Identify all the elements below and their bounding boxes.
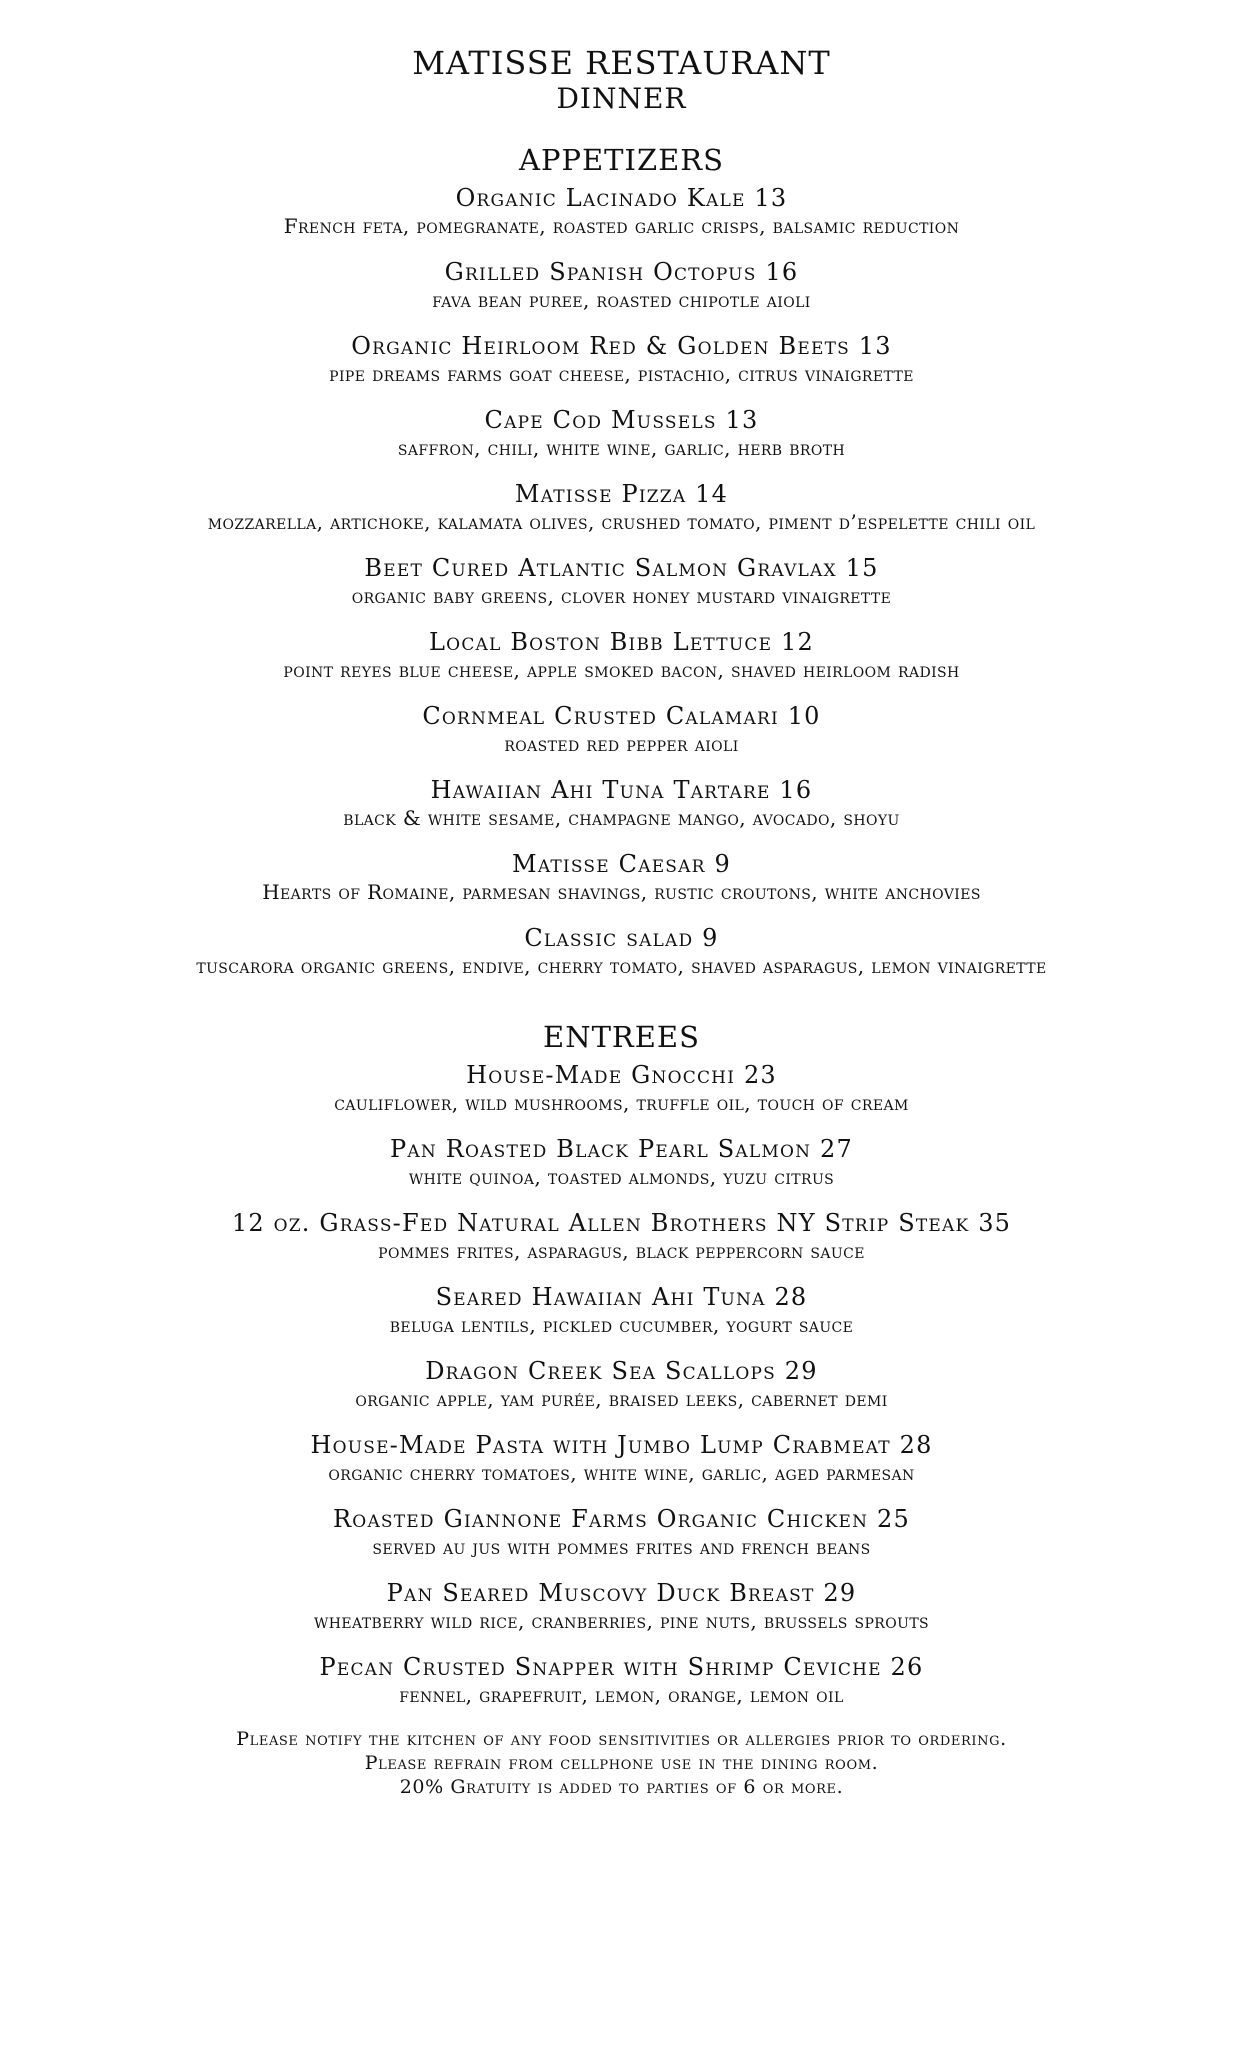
item-name: Organic Lacinado Kale 13 (455, 184, 788, 212)
item-name: Cornmeal Crusted Calamari 10 (422, 702, 821, 730)
menu-item (0, 1283, 1243, 1338)
item-description: French feta, pomegranate, roasted garlic crisps, balsamic reduction (283, 214, 960, 238)
item-description: saffron, chili, white wine, garlic, herb broth (397, 436, 846, 460)
item-name: House-Made Gnocchi 23 (466, 1061, 777, 1089)
item-description: cauliflower, wild mushrooms, truffle oil, touch of cream (334, 1091, 909, 1115)
item-name: Roasted Giannone Farms Organic Chicken 25 (333, 1505, 910, 1533)
item-description: roasted red pepper aioli (504, 732, 739, 756)
item-description: served au jus with pommes frites and french beans (372, 1535, 871, 1559)
menu-notes (0, 1727, 1243, 1799)
entrees-heading: ENTREES (543, 1020, 700, 1054)
item-name: Classic salad 9 (524, 924, 719, 952)
menu-item (0, 332, 1243, 387)
item-description: black & white sesame, champagne mango, avocado, shoyu (343, 806, 900, 830)
item-description: pipe dreams farms goat cheese, pistachio, citrus vinaigrette (329, 362, 914, 386)
cellphone-note: Please refrain from cellphone use in the dining room. (364, 1752, 879, 1774)
item-description: beluga lentils, pickled cucumber, yogurt sauce (389, 1313, 854, 1337)
item-description: fava bean puree, roasted chipotle aioli (432, 288, 811, 312)
menu-item (0, 1653, 1243, 1708)
item-name: Grilled Spanish Octopus 16 (444, 258, 799, 286)
menu-item (0, 1209, 1243, 1264)
item-name: Pan Seared Muscovy Duck Breast 29 (386, 1579, 857, 1607)
menu-item (0, 480, 1243, 535)
menu-item (0, 1505, 1243, 1560)
item-description: pommes frites, asparagus, black peppercorn sauce (378, 1239, 865, 1263)
gratuity-note: 20% Gratuity is added to parties of 6 or more. (399, 1776, 844, 1798)
item-name: Pan Roasted Black Pearl Salmon 27 (390, 1135, 853, 1163)
item-description: white quinoa, toasted almonds, yuzu citrus (408, 1165, 835, 1189)
menu-item (0, 776, 1243, 831)
item-description: point reyes blue cheese, apple smoked bacon, shaved heirloom radish (283, 658, 960, 682)
item-description: Hearts of Romaine, parmesan shavings, rustic croutons, white anchovies (262, 880, 981, 904)
menu-item (0, 1579, 1243, 1634)
item-name: Beet Cured Atlantic Salmon Gravlax 15 (364, 554, 879, 582)
item-name: Local Boston Bibb Lettuce 12 (429, 628, 814, 656)
item-name: Organic Heirloom Red & Golden Beets 13 (351, 332, 892, 360)
menu-item (0, 850, 1243, 905)
menu-item (0, 184, 1243, 239)
menu-item (0, 554, 1243, 609)
item-name: Pecan Crusted Snapper with Shrimp Ceviche 26 (319, 1653, 924, 1681)
menu-item (0, 1135, 1243, 1190)
item-name: Matisse Caesar 9 (512, 850, 731, 878)
item-name: 12 oz. Grass-Fed Natural Allen Brothers NY Strip Steak 35 (231, 1209, 1012, 1237)
item-description: organic apple, yam purée, braised leeks, cabernet demi (355, 1387, 888, 1411)
allergy-note: Please notify the kitchen of any food sensitivities or allergies prior to ordering. (236, 1728, 1007, 1750)
item-name: Seared Hawaiian Ahi Tuna 28 (435, 1283, 808, 1311)
menu-item (0, 702, 1243, 757)
item-description: organic cherry tomatoes, white wine, garlic, aged parmesan (328, 1461, 915, 1485)
appetizers-list (0, 184, 1243, 979)
item-name: Matisse Pizza 14 (514, 480, 729, 508)
menu-item (0, 924, 1243, 979)
meal-label: DINNER (556, 82, 687, 115)
item-name: Hawaiian Ahi Tuna Tartare 16 (430, 776, 813, 804)
menu-item (0, 1357, 1243, 1412)
restaurant-name: MATISSE RESTAURANT (412, 44, 831, 82)
item-name: Cape Cod Mussels 13 (484, 406, 759, 434)
menu-item (0, 406, 1243, 461)
menu-item (0, 258, 1243, 313)
item-description: mozzarella, artichoke, kalamata olives, crushed tomato, piment d’espelette chili oil (207, 510, 1036, 534)
item-description: tuscarora organic greens, endive, cherry tomato, shaved asparagus, lemon vinaigrette (196, 954, 1047, 978)
item-description: fennel, grapefruit, lemon, orange, lemon oil (399, 1683, 844, 1707)
item-description: organic baby greens, clover honey mustard vinaigrette (351, 584, 892, 608)
appetizers-heading: APPETIZERS (519, 143, 724, 177)
menu-item (0, 1431, 1243, 1486)
entrees-list (0, 1061, 1243, 1708)
menu-item (0, 1061, 1243, 1116)
item-name: Dragon Creek Sea Scallops 29 (425, 1357, 818, 1385)
menu-item (0, 628, 1243, 683)
item-name: House-Made Pasta with Jumbo Lump Crabmeat 28 (310, 1431, 933, 1459)
item-description: wheatberry wild rice, cranberries, pine nuts, brussels sprouts (313, 1609, 930, 1633)
